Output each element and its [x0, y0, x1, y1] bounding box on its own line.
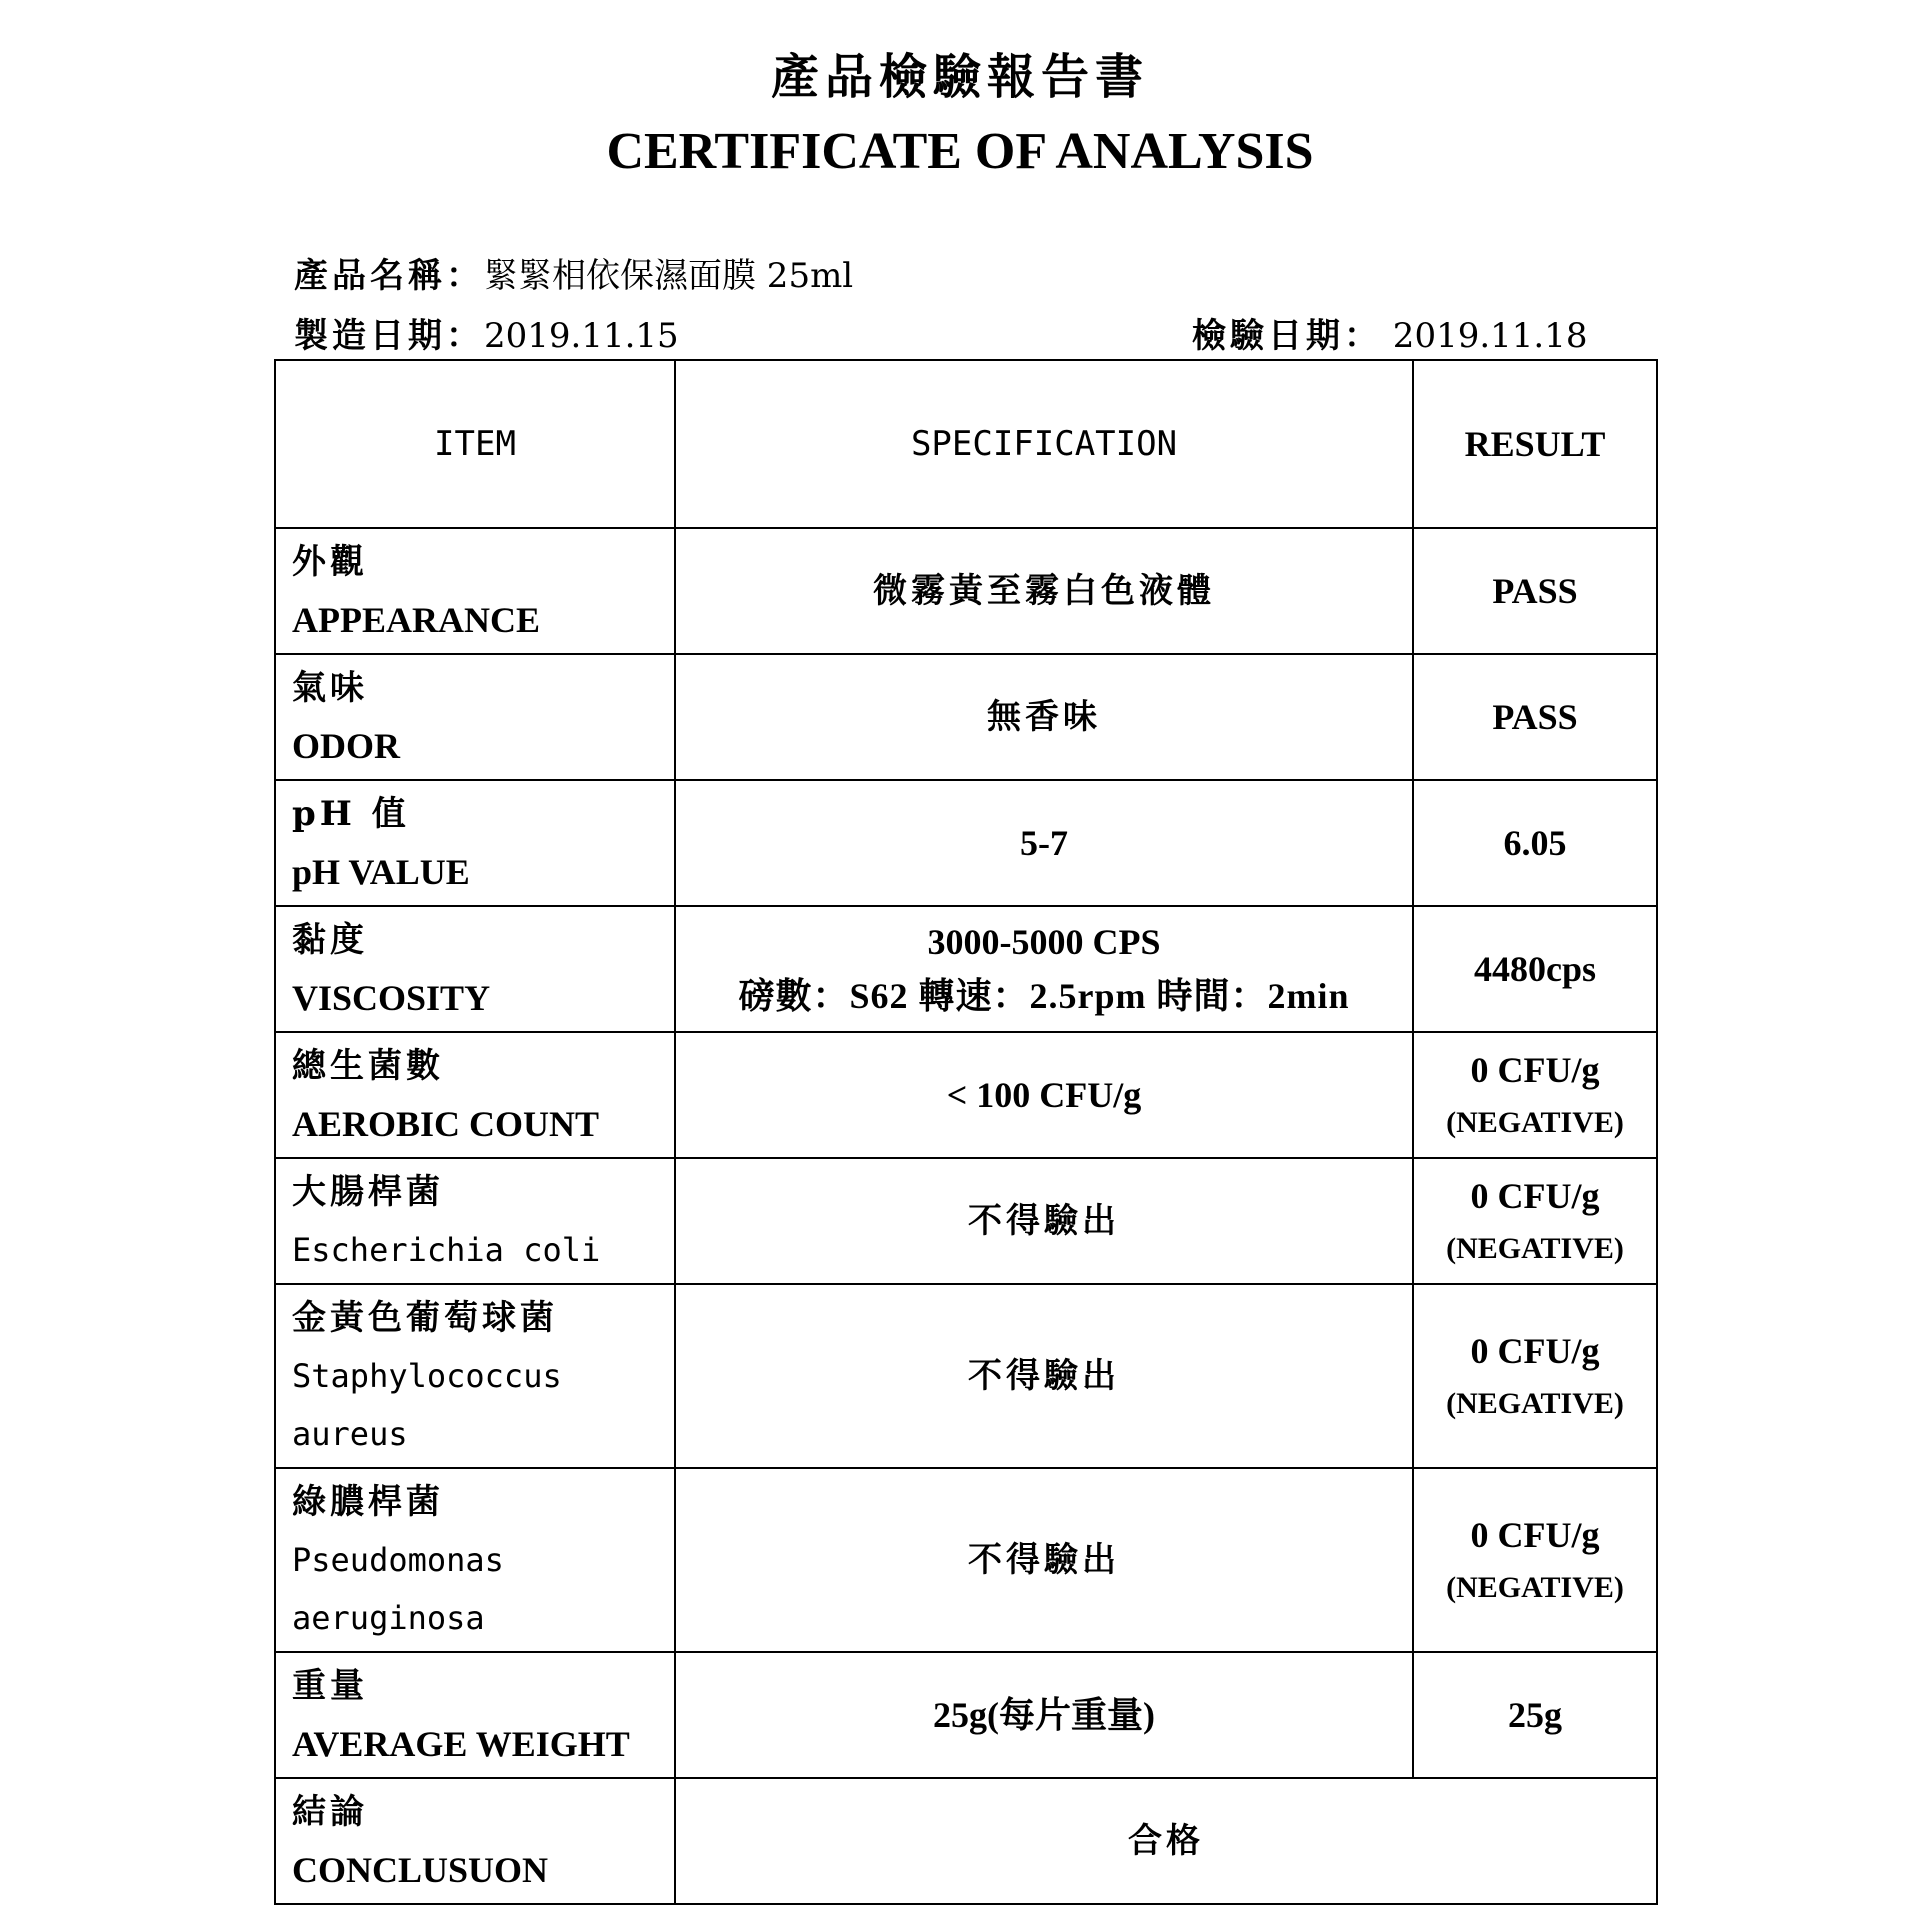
- inspection-date-value: 2019.11.18: [1382, 316, 1588, 356]
- table-row: [275, 654, 1657, 780]
- spec-cell: 不得驗出: [675, 1158, 1413, 1284]
- analysis-table: [274, 359, 1658, 1905]
- spec-cell: [675, 906, 1413, 1032]
- result-cell: [1413, 1032, 1657, 1158]
- item-zh: 總生菌數: [292, 1046, 444, 1086]
- item-en-line-1: Staphylococcus: [292, 1357, 562, 1395]
- result-negative: (NEGATIVE): [1446, 1231, 1624, 1265]
- item-en: CONCLUSUON: [292, 1850, 549, 1890]
- product-name-label: 產品名稱：: [294, 256, 484, 296]
- item-en: APPEARANCE: [292, 600, 540, 640]
- item-en-line-2: aureus: [292, 1415, 408, 1453]
- spec-cell: 5-7: [675, 780, 1413, 906]
- product-name-value: 緊緊相依保濕面膜 25ml: [484, 256, 854, 296]
- item-cell: [275, 780, 675, 906]
- manufacture-date: [294, 308, 679, 357]
- item-en: VISCOSITY: [292, 978, 491, 1018]
- header-result: RESULT: [1413, 360, 1657, 528]
- title-chinese: 產品檢驗報告書: [770, 49, 1149, 105]
- item-zh: 氣味: [292, 668, 368, 708]
- header-item: ITEM: [275, 360, 675, 528]
- table-row: [275, 1284, 1657, 1468]
- table-row: [275, 780, 1657, 906]
- result-cell: 4480cps: [1413, 906, 1657, 1032]
- item-zh: pH 值: [292, 794, 410, 834]
- item-zh: 結論: [292, 1792, 368, 1832]
- result-value: 0 CFU/g: [1470, 1330, 1600, 1371]
- manufacture-date-value: 2019.11.15: [484, 316, 679, 356]
- table-row: [275, 1468, 1657, 1652]
- result-cell: 6.05: [1413, 780, 1657, 906]
- table-row: [275, 1652, 1657, 1778]
- item-cell: [275, 1652, 675, 1778]
- item-en: AVERAGE WEIGHT: [292, 1724, 630, 1764]
- result-cell: PASS: [1413, 654, 1657, 780]
- item-en: pH VALUE: [292, 852, 470, 892]
- table-row: [275, 528, 1657, 654]
- result-negative: (NEGATIVE): [1446, 1570, 1624, 1604]
- table-row: [275, 1778, 1657, 1904]
- item-cell: [275, 1032, 675, 1158]
- result-cell: 25g: [1413, 1652, 1657, 1778]
- item-cell: [275, 1778, 675, 1904]
- item-zh: 外觀: [292, 542, 368, 582]
- table-row: [275, 1158, 1657, 1284]
- result-negative: (NEGATIVE): [1446, 1105, 1624, 1139]
- item-en-line-2: aeruginosa: [292, 1599, 485, 1637]
- item-en-line-1: Pseudomonas: [292, 1541, 504, 1579]
- item-zh: 重量: [292, 1666, 368, 1706]
- conclusion-cell: 合格: [675, 1778, 1657, 1904]
- table-row: [275, 1032, 1657, 1158]
- result-cell: [1413, 1284, 1657, 1468]
- item-zh: 金黃色葡萄球菌: [292, 1298, 558, 1338]
- title-english: CERTIFICATE OF ANALYSIS: [606, 123, 1314, 180]
- item-cell: [275, 1284, 675, 1468]
- item-en: AEROBIC COUNT: [292, 1104, 600, 1144]
- result-cell: [1413, 1158, 1657, 1284]
- inspection-date: [1192, 308, 1587, 357]
- spec-cell: 25g(每片重量): [675, 1652, 1413, 1778]
- item-cell: [275, 654, 675, 780]
- item-cell: [275, 528, 675, 654]
- item-en: ODOR: [292, 726, 400, 766]
- item-en: Escherichia coli: [292, 1231, 601, 1269]
- spec-cell: 微霧黃至霧白色液體: [675, 528, 1413, 654]
- spec-cell: 無香味: [675, 654, 1413, 780]
- item-zh: 黏度: [292, 920, 368, 960]
- header-specification: SPECIFICATION: [675, 360, 1413, 528]
- manufacture-date-label: 製造日期：: [294, 316, 484, 356]
- result-cell: [1413, 1468, 1657, 1652]
- result-value: 0 CFU/g: [1470, 1514, 1600, 1555]
- item-cell: [275, 1158, 675, 1284]
- table-row: [275, 906, 1657, 1032]
- spec-line-2: 磅數：S62 轉速：2.5rpm 時間：2min: [738, 976, 1350, 1016]
- spec-line-1: 3000-5000 CPS: [927, 922, 1161, 962]
- item-zh: 大腸桿菌: [292, 1172, 444, 1212]
- result-value: 0 CFU/g: [1470, 1049, 1600, 1090]
- table-header-row: [275, 360, 1657, 528]
- spec-cell: 不得驗出: [675, 1284, 1413, 1468]
- item-cell: [275, 906, 675, 1032]
- result-value: 0 CFU/g: [1470, 1175, 1600, 1216]
- product-name: [294, 248, 853, 297]
- inspection-date-label: 檢驗日期：: [1192, 316, 1382, 356]
- result-cell: PASS: [1413, 528, 1657, 654]
- spec-cell: 不得驗出: [675, 1468, 1413, 1652]
- result-negative: (NEGATIVE): [1446, 1386, 1624, 1420]
- item-cell: [275, 1468, 675, 1652]
- spec-cell: < 100 CFU/g: [675, 1032, 1413, 1158]
- item-zh: 綠膿桿菌: [292, 1482, 444, 1522]
